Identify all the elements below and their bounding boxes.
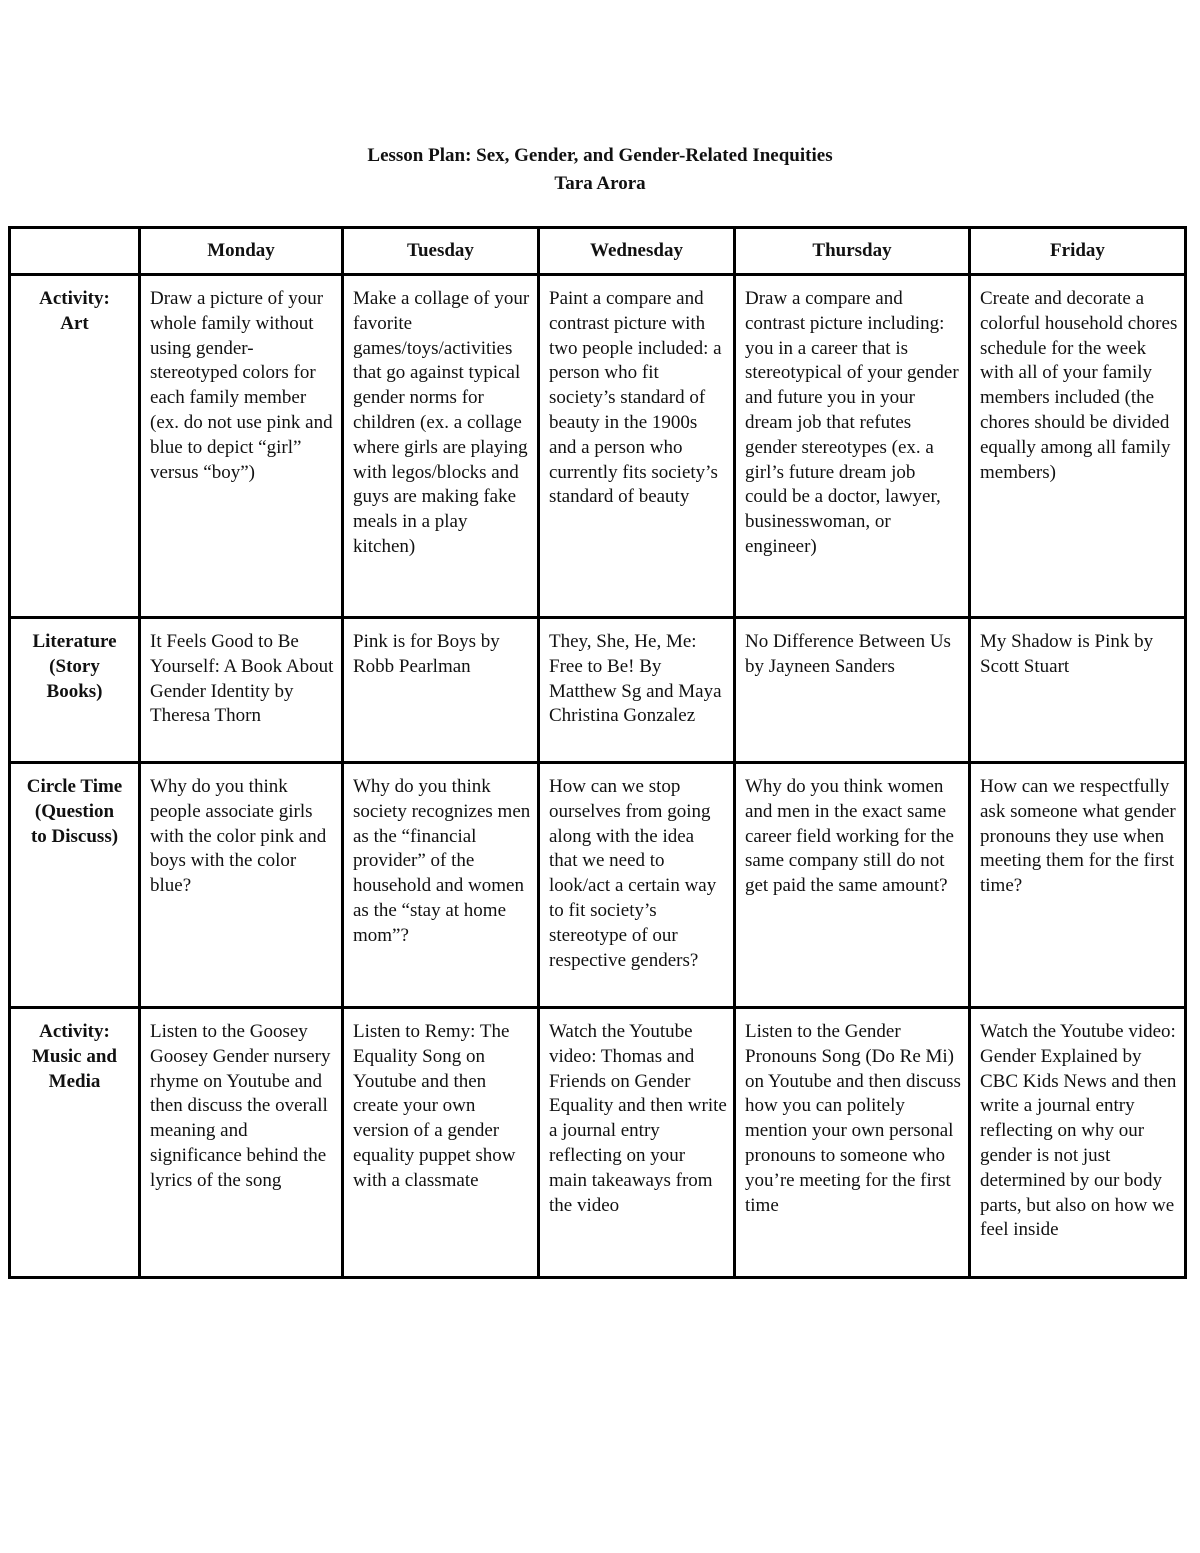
row-header-circle-time: Circle Time (Question to Discuss) — [26, 776, 123, 847]
column-header-friday: Friday — [970, 228, 1186, 275]
table-cell — [970, 763, 1186, 1008]
row-header-music-media: Activity: Music and Media — [32, 1021, 117, 1092]
row-header-cell — [10, 763, 140, 1008]
lesson-plan-table — [8, 226, 1187, 1279]
column-header-thursday: Thursday — [735, 228, 970, 275]
table-cell — [970, 618, 1186, 763]
table-cell — [735, 763, 970, 1008]
table-cell — [735, 1008, 970, 1278]
table-cell — [343, 275, 539, 618]
table-cell — [140, 763, 343, 1008]
cell-circle-monday: Why do you think people associate girls with the color pink and boys with the color blue? — [150, 776, 327, 897]
table-header-row — [10, 228, 1186, 275]
document-author: Tara Arora — [554, 173, 646, 194]
cell-literature-friday: My Shadow is Pink by Scott Stuart — [980, 631, 1154, 677]
row-header-cell — [10, 275, 140, 618]
cell-circle-friday: How can we respectfully ask someone what gender pronouns they use when meeting them for the first time? — [980, 776, 1176, 897]
column-header-monday: Monday — [140, 228, 343, 275]
table-cell — [735, 275, 970, 618]
cell-literature-wednesday: They, She, He, Me: Free to Be! By Matthew Sg and Maya Christina Gonzalez — [549, 631, 722, 727]
row-header-art: Activity: Art — [39, 288, 110, 334]
cell-art-tuesday: Make a collage of your favorite games/toys/activities that go against typical gender norms for children (ex. a collage where girls are playing with legos/blocks and guys are making fake meals in a play kitchen) — [353, 288, 530, 557]
table-cell — [140, 1008, 343, 1278]
table-row-circle-time — [10, 763, 1186, 1008]
cell-circle-wednesday: How can we stop ourselves from going along with the idea that we need to look/act a certain way to fit society’s stereotype of our respective genders? — [549, 776, 717, 971]
table-cell — [539, 1008, 735, 1278]
cell-literature-monday: It Feels Good to Be Yourself: A Book About Gender Identity by Theresa Thorn — [150, 631, 334, 727]
table-cell — [539, 275, 735, 618]
cell-art-wednesday: Paint a compare and contrast picture with two people included: a person who fit society’s standard of beauty in the 1900s and a person who currently fits society’s standard of beauty — [549, 288, 722, 508]
cell-circle-tuesday: Why do you think society recognizes men as the “financial provider” of the household and women as the “stay at home mom”? — [353, 776, 531, 946]
cell-literature-thursday: No Difference Between Us by Jayneen Sanders — [745, 631, 951, 677]
corner-cell — [10, 228, 140, 275]
table-row-literature — [10, 618, 1186, 763]
row-header-cell — [10, 618, 140, 763]
table-cell — [970, 1008, 1186, 1278]
table-cell — [539, 763, 735, 1008]
row-header-cell — [10, 1008, 140, 1278]
cell-music-friday: Watch the Youtube video: Gender Explained by CBC Kids News and then write a journal entry reflecting on why our gender is not just determined by our body parts, but also on how we feel inside — [980, 1021, 1177, 1241]
table-cell — [343, 763, 539, 1008]
cell-art-monday: Draw a picture of your whole family without using gender-stereotyped colors for each family member (ex. do not use pink and blue to depict “girl” versus “boy”) — [150, 288, 333, 483]
cell-art-friday: Create and decorate a colorful household chores schedule for the week with all of your family members included (the chores should be divided equally among all family members) — [980, 288, 1178, 483]
table-cell — [140, 618, 343, 763]
row-header-literature: Literature (Story Books) — [32, 631, 117, 702]
cell-music-thursday: Listen to the Gender Pronouns Song (Do Re Mi) on Youtube and then discuss how you can politely mention your own personal pronouns to someone who you’re meeting for the first time — [745, 1021, 961, 1216]
table-cell — [735, 618, 970, 763]
document-header — [0, 142, 1200, 198]
column-header-wednesday: Wednesday — [539, 228, 735, 275]
table-cell — [343, 618, 539, 763]
table-cell — [140, 275, 343, 618]
table-row-art — [10, 275, 1186, 618]
cell-art-thursday: Draw a compare and contrast picture including: you in a career that is stereotypical of your gender and future you in your dream job that refutes gender stereotypes (ex. a girl’s future dream job could be a doctor, lawyer, businesswoman, or engineer) — [745, 288, 959, 557]
document-title: Lesson Plan: Sex, Gender, and Gender-Related Inequities — [367, 145, 833, 166]
cell-literature-tuesday: Pink is for Boys by Robb Pearlman — [353, 631, 500, 677]
table-cell — [539, 618, 735, 763]
cell-music-tuesday: Listen to Remy: The Equality Song on Youtube and then create your own version of a gender equality puppet show with a classmate — [353, 1021, 516, 1191]
cell-music-wednesday: Watch the Youtube video: Thomas and Friends on Gender Equality and then write a journal entry reflecting on your main takeaways from the video — [549, 1021, 727, 1216]
cell-circle-thursday: Why do you think women and men in the exact same career field working for the same company still do not get paid the same amount? — [745, 776, 954, 897]
cell-music-monday: Listen to the Goosey Goosey Gender nursery rhyme on Youtube and then discuss the overall meaning and significance behind the lyrics of the song — [150, 1021, 331, 1191]
column-header-tuesday: Tuesday — [343, 228, 539, 275]
table-cell — [343, 1008, 539, 1278]
table-row-music-media — [10, 1008, 1186, 1278]
table-cell — [970, 275, 1186, 618]
